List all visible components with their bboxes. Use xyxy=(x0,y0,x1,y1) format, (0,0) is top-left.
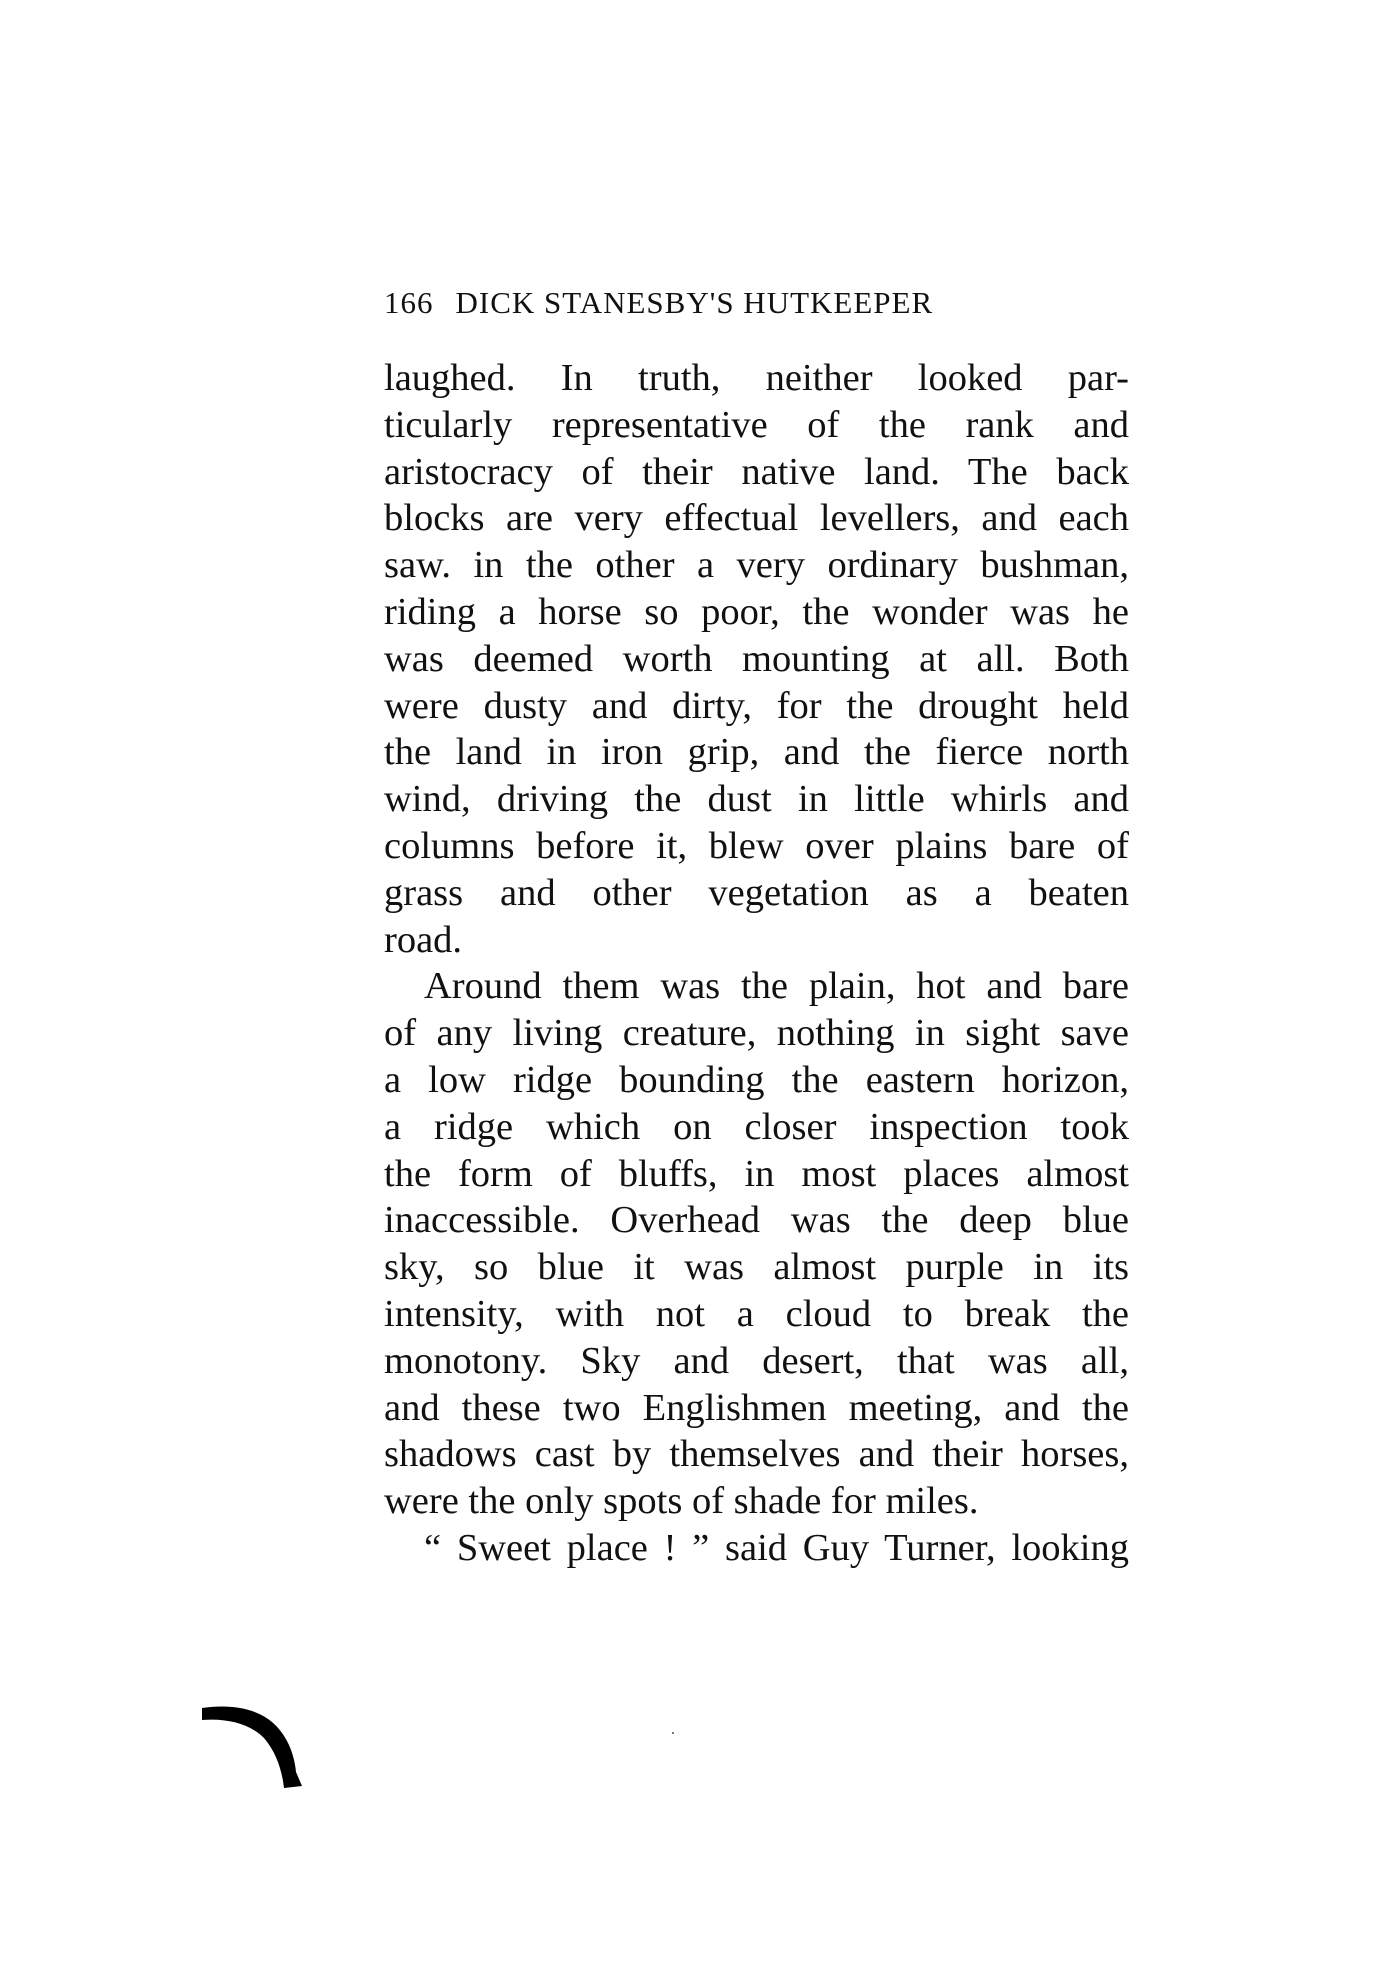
scan-speck xyxy=(672,1732,674,1734)
text-line: aristocracy of their native land. The back xyxy=(384,450,1129,493)
paragraph-start-line: Around them was the plain, hot and bare xyxy=(424,965,1129,1008)
text-line: was deemed worth mounting at all. Both xyxy=(384,637,1129,680)
text-line: shadows cast by themselves and their horses, xyxy=(384,1433,1129,1476)
text-line: intensity, with not a cloud to break the xyxy=(384,1292,1129,1335)
text-line: columns before it, blew over plains bare of xyxy=(384,824,1129,867)
text-line: saw. in the other a very ordinary bushman, xyxy=(384,544,1129,587)
text-line: were dusty and dirty, for the drought held xyxy=(384,684,1129,727)
text-line: sky, so blue it was almost purple in its xyxy=(384,1246,1129,1289)
running-head xyxy=(384,285,1129,321)
text-line: and these two Englishmen meeting, and the xyxy=(384,1386,1129,1429)
scan-artifact-mark xyxy=(200,1700,310,1790)
text-line: inaccessible. Overhead was the deep blue xyxy=(384,1199,1129,1242)
text-line: were the only spots of shade for miles. xyxy=(384,1480,979,1523)
text-line: road. xyxy=(384,918,463,961)
text-line: blocks are very effectual levellers, and each xyxy=(384,497,1129,540)
running-title: DICK STANESBY'S HUTKEEPER xyxy=(455,285,934,320)
text-line: laughed. In truth, neither looked par- xyxy=(384,357,1129,399)
text-line: monotony. Sky and desert, that was all, xyxy=(384,1339,1129,1382)
page-number: 166 xyxy=(384,285,434,320)
text-line: of any living creature, nothing in sight save xyxy=(384,1012,1129,1055)
text-line: a ridge which on closer inspection took xyxy=(384,1105,1129,1148)
text-line: riding a horse so poor, the wonder was he xyxy=(384,590,1129,633)
text-line: a low ridge bounding the eastern horizon, xyxy=(384,1058,1129,1101)
text-line: wind, driving the dust in little whirls and xyxy=(384,778,1129,821)
text-line: the land in iron grip, and the fierce north xyxy=(384,731,1129,774)
body-text xyxy=(384,355,1129,1572)
paragraph-start-line: “ Sweet place ! ” said Guy Turner, looking xyxy=(424,1526,1129,1569)
text-line: grass and other vegetation as a beaten xyxy=(384,871,1129,914)
text-line: ticularly representative of the rank and xyxy=(384,403,1129,446)
text-line: the form of bluffs, in most places almost xyxy=(384,1152,1129,1195)
